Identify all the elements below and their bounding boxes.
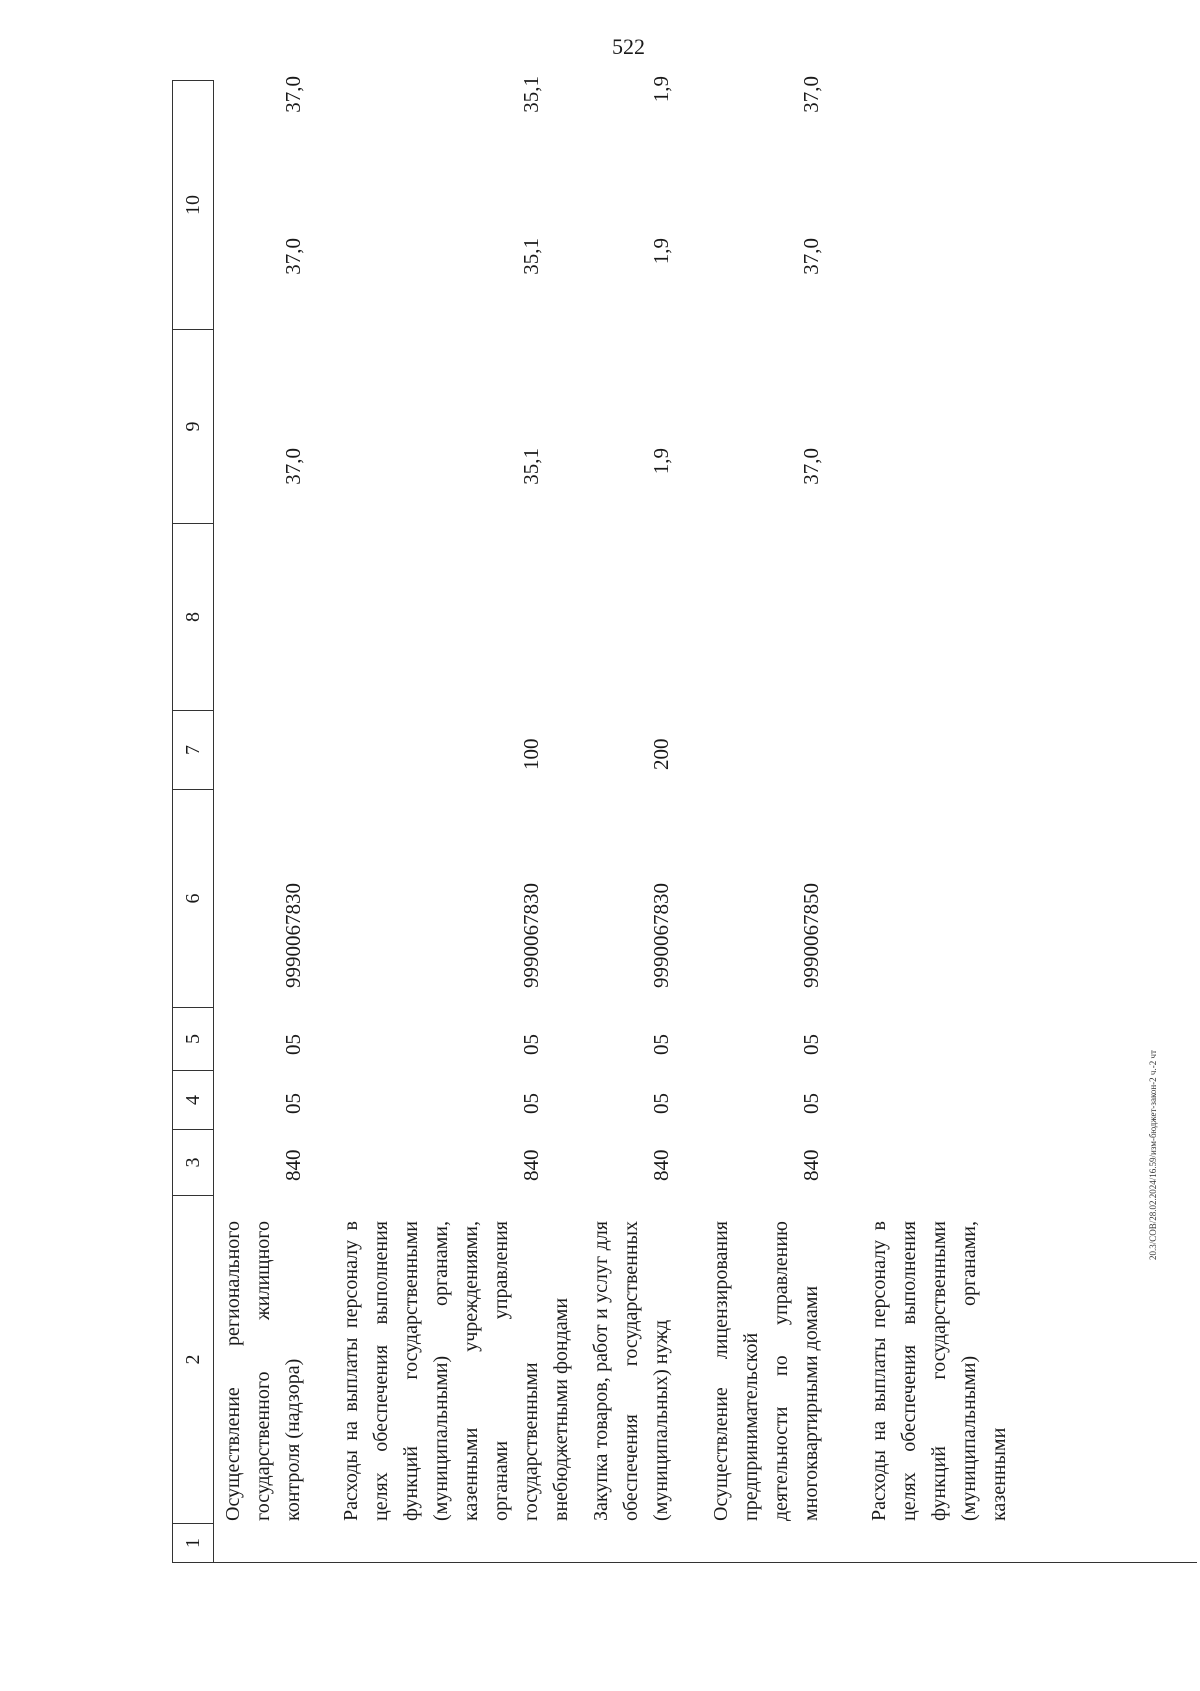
cell-col-4: 05: [519, 1093, 543, 1114]
header-col-6: 6: [172, 789, 214, 1008]
cell-col-9: 1,9: [649, 238, 673, 265]
cell-col-6: 9990067850: [799, 883, 823, 988]
cell-col-10: 1,9: [649, 76, 673, 103]
cell-col-10: 37,0: [799, 76, 823, 113]
cell-col-6: 9990067830: [281, 883, 305, 988]
cell-col-9: 37,0: [799, 238, 823, 275]
cell-col-6: 9990067830: [649, 883, 673, 988]
cell-col-5: 05: [519, 1034, 543, 1055]
cell-col-3: 840: [519, 1149, 543, 1181]
page-number: 522: [612, 34, 645, 59]
cell-col-5: 05: [649, 1034, 673, 1055]
header-col-4: 4: [172, 1070, 214, 1130]
header-col-8: 8: [172, 523, 214, 711]
cell-col-8: 37,0: [799, 448, 823, 485]
header-col-2: 2: [172, 1195, 214, 1524]
row-description: Расходы на выплаты персоналу в целях обеспечения выполнения функций государственными (муниципальными) органами, казенными учреждениями, органами управления государственными внебюджетными фондами: [340, 1221, 572, 1521]
cell-col-6: 9990067830: [519, 883, 543, 988]
cell-col-8: 37,0: [281, 448, 305, 485]
row-description: Расходы на выплаты персоналу в целях обеспечения выполнения функций государственными (муниципальными) органами, казенными: [868, 1221, 1010, 1521]
table-header: [172, 80, 216, 1563]
cell-col-10: 37,0: [281, 76, 305, 113]
document-footer-code: 20.3/СОВ/28.02.2024/16.59/изм-бюджет-закон-2 ч.-2 чт: [1148, 1050, 1158, 1260]
cell-col-8: 35,1: [519, 448, 543, 485]
cell-col-5: 05: [799, 1034, 823, 1055]
cell-col-3: 840: [799, 1149, 823, 1181]
cell-col-7: 200: [649, 738, 673, 770]
row-description: Закупка товаров, работ и услуг для обеспечения государственных (муниципальных) нужд: [590, 1221, 672, 1521]
row-description: Осуществление регионального государственного жилищного контроля (надзора): [222, 1221, 304, 1521]
row-description: Осуществление лицензирования предпринимательской деятельности по управлению многоквартирными домами: [710, 1221, 822, 1521]
cell-col-3: 840: [649, 1149, 673, 1181]
header-col-1: 1: [172, 1523, 214, 1563]
cell-col-7: 100: [519, 738, 543, 770]
table-body: [214, 76, 1197, 1563]
cell-col-5: 05: [281, 1034, 305, 1055]
cell-col-9: 37,0: [281, 238, 305, 275]
header-col-5: 5: [172, 1007, 214, 1071]
cell-col-4: 05: [799, 1093, 823, 1114]
cell-col-4: 05: [281, 1093, 305, 1114]
header-col-7: 7: [172, 710, 214, 790]
header-col-3: 3: [172, 1129, 214, 1196]
cell-col-8: 1,9: [649, 448, 673, 475]
budget-table: [172, 76, 1197, 1563]
cell-col-4: 05: [649, 1093, 673, 1114]
header-col-10: 10: [172, 80, 214, 330]
table-left-border: [214, 1562, 1197, 1563]
cell-col-10: 35,1: [519, 76, 543, 113]
cell-col-9: 35,1: [519, 238, 543, 275]
header-col-9: 9: [172, 329, 214, 524]
cell-col-3: 840: [281, 1149, 305, 1181]
